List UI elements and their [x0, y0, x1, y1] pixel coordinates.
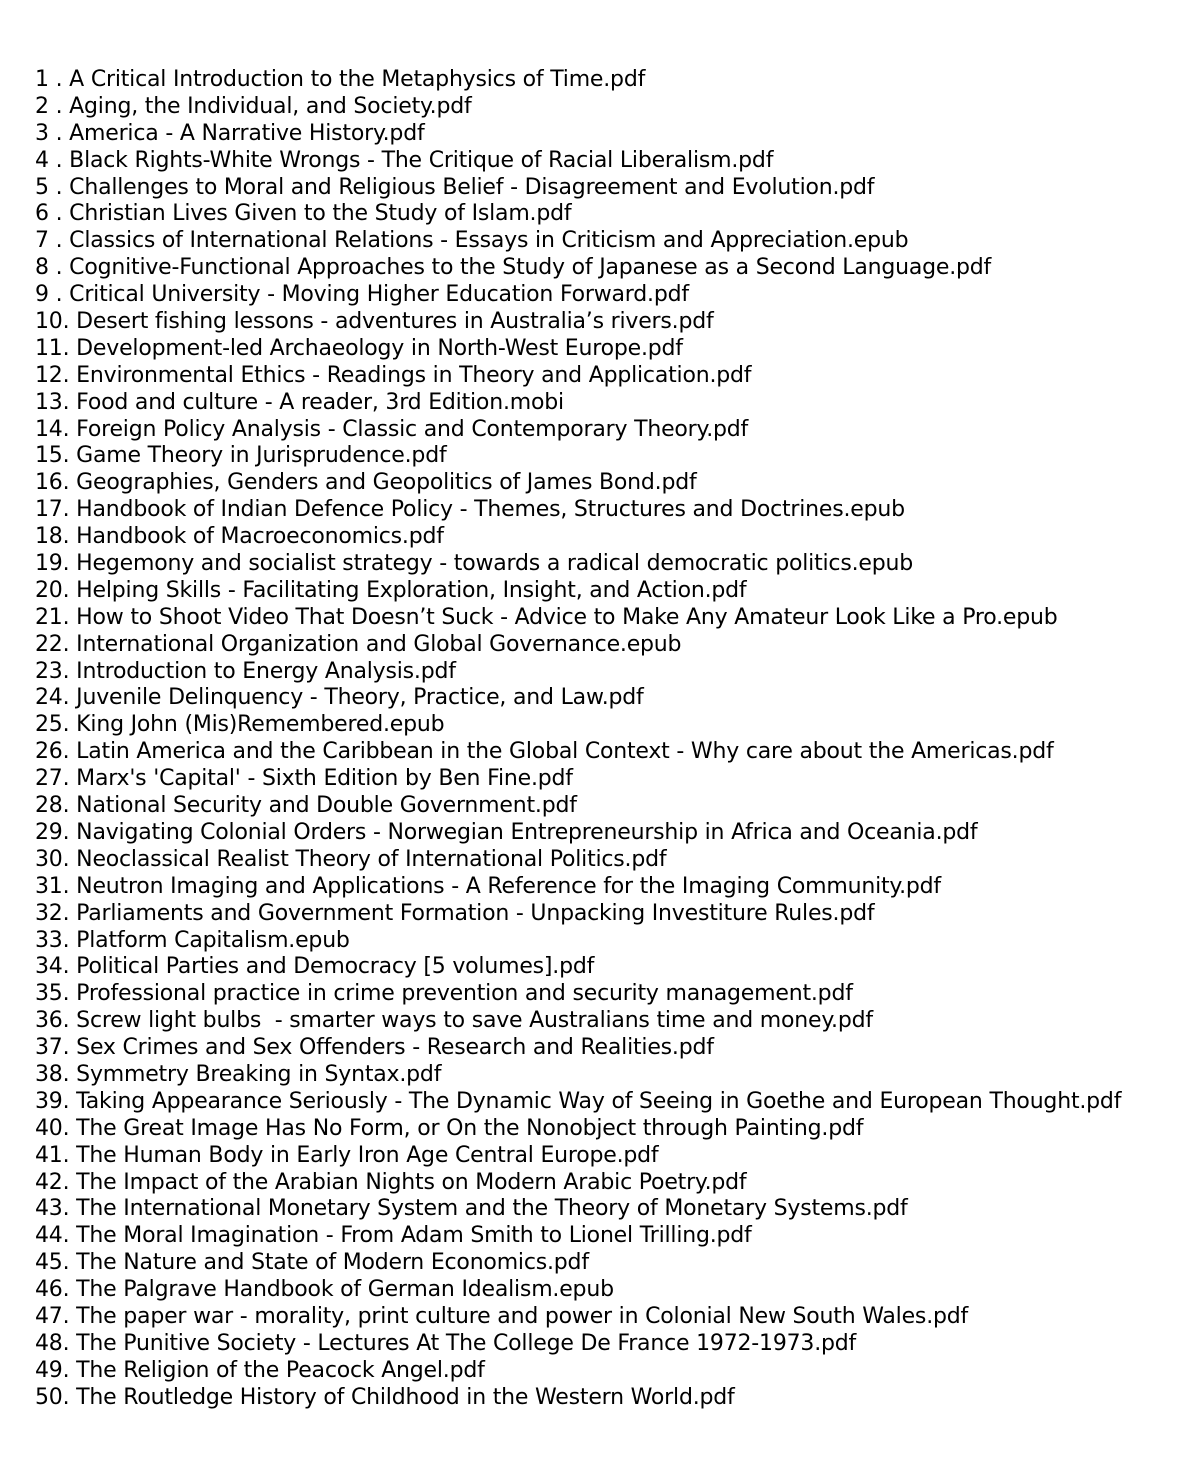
list-item: 10. Desert fishing lessons - adventures in Australia’s rivers.pdf — [35, 309, 714, 335]
list-item: 45. The Nature and State of Modern Economics.pdf — [35, 1250, 589, 1276]
list-item: 32. Parliaments and Government Formation - Unpacking Investiture Rules.pdf — [35, 900, 875, 926]
list-item: 49. The Religion of the Peacock Angel.pdf — [35, 1357, 485, 1383]
list-item: 20. Helping Skills - Facilitating Exploration, Insight, and Action.pdf — [35, 577, 747, 603]
list-item: 16. Geographies, Genders and Geopolitics of James Bond.pdf — [35, 470, 697, 496]
list-item: 24. Juvenile Delinquency - Theory, Practice, and Law.pdf — [35, 685, 644, 711]
list-item: 18. Handbook of Macroeconomics.pdf — [35, 524, 444, 550]
list-item: 7 . Classics of International Relations - Essays in Criticism and Appreciation.epub — [35, 228, 909, 254]
list-item: 37. Sex Crimes and Sex Offenders - Research and Realities.pdf — [35, 1035, 714, 1061]
list-item: 47. The paper war - morality, print culture and power in Colonial New South Wales.pdf — [35, 1303, 969, 1329]
list-item: 23. Introduction to Energy Analysis.pdf — [35, 658, 456, 684]
list-item: 28. National Security and Double Government.pdf — [35, 793, 577, 819]
list-item: 11. Development-led Archaeology in North-West Europe.pdf — [35, 335, 683, 361]
list-item: 34. Political Parties and Democracy [5 volumes].pdf — [35, 954, 595, 980]
list-item: 48. The Punitive Society - Lectures At The College De France 1972-1973.pdf — [35, 1330, 857, 1356]
list-item: 35. Professional practice in crime prevention and security management.pdf — [35, 981, 853, 1007]
list-item: 25. King John (Mis)Remembered.epub — [35, 712, 445, 738]
list-item: 42. The Impact of the Arabian Nights on Modern Arabic Poetry.pdf — [35, 1169, 747, 1195]
list-item: 5 . Challenges to Moral and Religious Belief - Disagreement and Evolution.pdf — [35, 174, 875, 200]
list-item: 13. Food and culture - A reader, 3rd Edition.mobi — [35, 389, 564, 415]
list-item: 46. The Palgrave Handbook of German Idealism.epub — [35, 1277, 614, 1303]
list-item: 14. Foreign Policy Analysis - Classic and Contemporary Theory.pdf — [35, 416, 749, 442]
list-item: 12. Environmental Ethics - Readings in Theory and Application.pdf — [35, 362, 752, 388]
file-list — [35, 67, 1185, 1412]
list-item: 8 . Cognitive-Functional Approaches to the Study of Japanese as a Second Language.pdf — [35, 255, 992, 281]
list-item: 22. International Organization and Global Governance.epub — [35, 631, 682, 657]
list-item: 39. Taking Appearance Seriously - The Dynamic Way of Seeing in Goethe and European Thought.pdf — [35, 1088, 1122, 1114]
list-item: 6 . Christian Lives Given to the Study of Islam.pdf — [35, 201, 572, 227]
list-item: 33. Platform Capitalism.epub — [35, 927, 350, 953]
list-item: 43. The International Monetary System and the Theory of Monetary Systems.pdf — [35, 1196, 908, 1222]
list-item: 44. The Moral Imagination - From Adam Smith to Lionel Trilling.pdf — [35, 1223, 752, 1249]
list-item: 27. Marx's 'Capital' - Sixth Edition by Ben Fine.pdf — [35, 766, 573, 792]
document-page — [35, 67, 1185, 1412]
list-item: 21. How to Shoot Video That Doesn’t Suck - Advice to Make Any Amateur Look Like a Pro.epub — [35, 604, 1058, 630]
list-item: 1 . A Critical Introduction to the Metaphysics of Time.pdf — [35, 67, 646, 92]
list-item: 50. The Routledge History of Childhood in the Western World.pdf — [35, 1384, 735, 1410]
list-item: 29. Navigating Colonial Orders - Norwegian Entrepreneurship in Africa and Oceania.pdf — [35, 819, 978, 845]
list-item: 3 . America - A Narrative History.pdf — [35, 120, 425, 146]
list-item: 2 . Aging, the Individual, and Society.pdf — [35, 93, 472, 119]
list-item: 19. Hegemony and socialist strategy - towards a radical democratic politics.epub — [35, 551, 913, 577]
list-item: 4 . Black Rights-White Wrongs - The Critique of Racial Liberalism.pdf — [35, 147, 774, 173]
list-item: 15. Game Theory in Jurisprudence.pdf — [35, 443, 447, 469]
list-item: 26. Latin America and the Caribbean in the Global Context - Why care about the Americas.pdf — [35, 739, 1054, 765]
list-item: 9 . Critical University - Moving Higher Education Forward.pdf — [35, 282, 689, 308]
list-item: 31. Neutron Imaging and Applications - A Reference for the Imaging Community.pdf — [35, 873, 941, 899]
list-item: 41. The Human Body in Early Iron Age Central Europe.pdf — [35, 1142, 659, 1168]
list-item: 30. Neoclassical Realist Theory of International Politics.pdf — [35, 846, 667, 872]
list-item: 40. The Great Image Has No Form, or On the Nonobject through Painting.pdf — [35, 1115, 864, 1141]
list-item: 36. Screw light bulbs - smarter ways to save Australians time and money.pdf — [35, 1008, 873, 1034]
list-item: 17. Handbook of Indian Defence Policy - Themes, Structures and Doctrines.epub — [35, 497, 905, 523]
list-item: 38. Symmetry Breaking in Syntax.pdf — [35, 1061, 442, 1087]
